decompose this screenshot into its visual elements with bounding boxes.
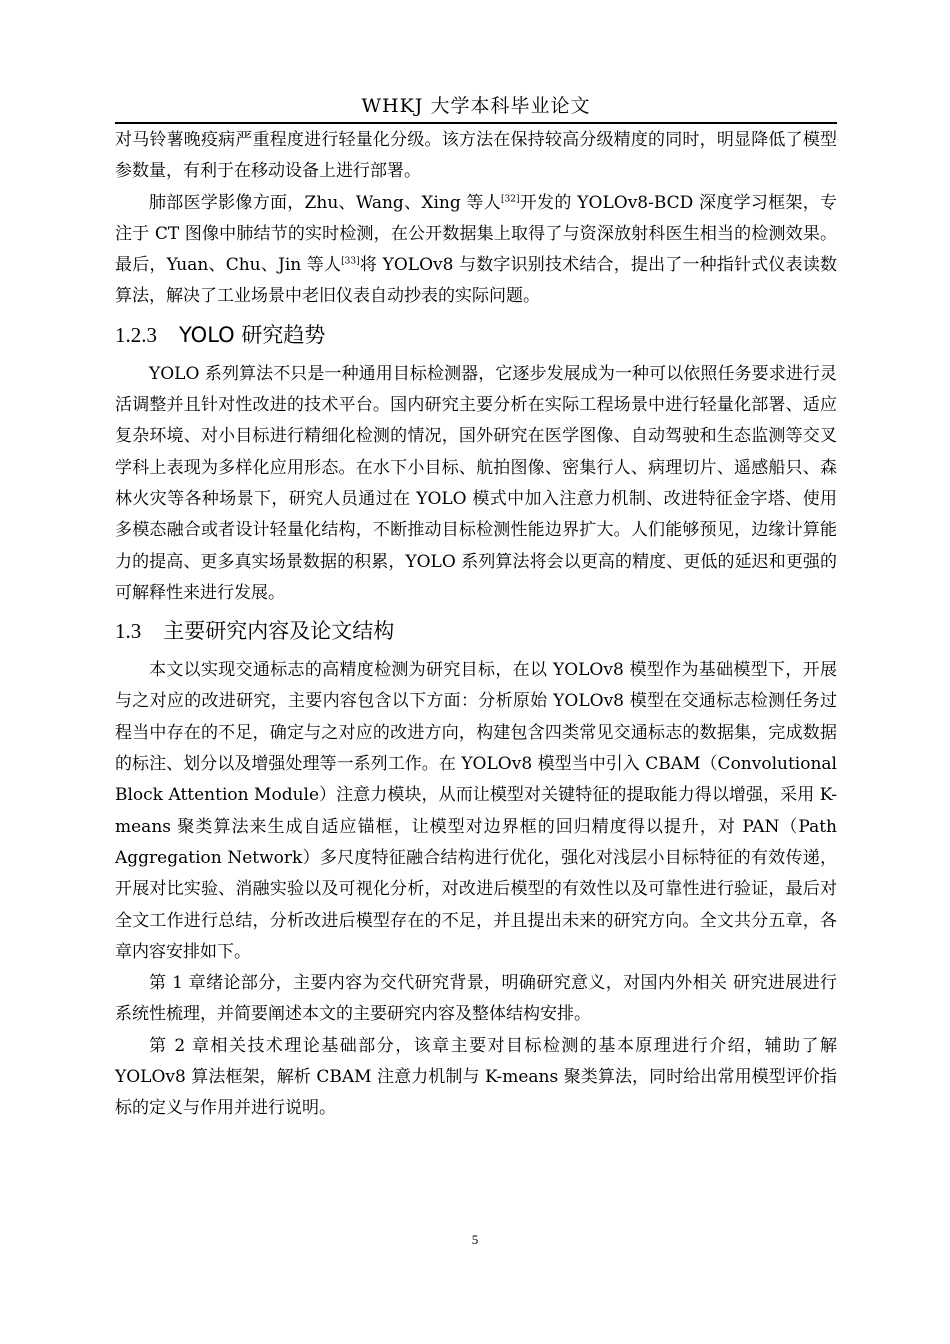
paragraph-text: 开发的 YOLOv8-BCD 深度学习框架，专注于 CT 图像中肺结节的实时检测，在公开数据集上取得了与资深放射科医生相当的检测效果。最后，Yuan、Chu、Jin 等人	[115, 192, 837, 276]
citation: [33]	[341, 256, 360, 267]
section-heading	[115, 614, 837, 648]
paragraph-text: 肺部医学影像方面，Zhu、Wang、Xing 等人	[149, 192, 501, 213]
paragraph: 对马铃薯晚疫病严重程度进行轻量化分级。该方法在保持较高分级精度的同时，明显降低了模型参数量，有利于在移动设备上进行部署。	[115, 130, 837, 182]
header-rule	[115, 122, 837, 124]
section-title: 主要研究内容及论文结构	[163, 619, 395, 644]
paragraph: 本文以实现交通标志的高精度检测为研究目标，在以 YOLOv8 模型作为基础模型下，开展与之对应的改进研究，主要内容包含以下方面：分析原始 YOLOv8 模型在交通标志检测任务过程当中存在的不足，确定与之对应的改进方向，构建包含四类常见交通标志的数据集，完成数据的标注、划分以及增强处理等一系列工作。在 YOLOv8 模型当中引入 CBAM（Convolutional Block Attention Module）注意力模块，从而让模型对关键特征的提取能力得以增强，采用 K-means 聚类算法来生成自适应锚框，让模型对边界框的回归精度得以提升，对 PAN（Path Aggregation Network）多尺度特征融合结构进行优化，强化对浅层小目标特征的有效传递，开展对比实验、消融实验以及可视化分析，对改进后模型的有效性以及可靠性进行验证，最后对全文工作进行总结，分析改进后模型存在的不足，并且提出未来的研究方向。全文共分五章，各章内容安排如下。	[115, 660, 837, 962]
page-body	[115, 125, 837, 1125]
page-number: 5	[471, 1232, 479, 1247]
paragraph-text: 将 YOLOv8 与数字识别技术结合，提出了一种指针式仪表读数算法，解决了工业场景中老旧仪表自动抄表的实际问题。	[115, 255, 837, 307]
paragraph: YOLO 系列算法不只是一种通用目标检测器，它逐步发展成为一种可以依照任务要求进行灵活调整并且针对性改进的技术平台。国内研究主要分析在实际工程场景中进行轻量化部署、适应复杂环境、对小目标进行精细化检测的情况，国外研究在医学图像、自动驾驶和生态监测等交叉学科上表现为多样化应用形态。在水下小目标、航拍图像、密集行人、病理切片、遥感船只、森林火灾等各种场景下，研究人员通过在 YOLO 模式中加入注意力机制、改进特征金字塔、使用多模态融合或者设计轻量化结构，不断推动目标检测性能边界扩大。人们能够预见，边缘计算能力的提高、更多真实场景数据的积累，YOLO 系列算法将会以更高的精度、更低的延迟和更强的可解释性来进行发展。	[115, 363, 837, 603]
paragraph: 第 2 章相关技术理论基础部分，该章主要对目标检测的基本原理进行介绍，辅助了解 YOLOv8 算法框架，解析 CBAM 注意力机制与 K-means 聚类算法，同时给出常用模型评价指标的定义与作用并进行说明。	[115, 1035, 837, 1119]
paragraph	[115, 188, 837, 313]
section-number: 1.3	[115, 619, 142, 644]
citation: [32]	[501, 193, 520, 204]
section-number: 1.2.3	[115, 322, 157, 347]
section-title: YOLO 研究趋势	[179, 322, 326, 347]
section-heading	[115, 318, 837, 352]
running-header: WHKJ 大学本科毕业论文	[361, 95, 591, 117]
paragraph: 第 1 章绪论部分，主要内容为交代研究背景，明确研究意义，对国内外相关 研究进展进行系统性梳理，并简要阐述本文的主要研究内容及整体结构安排。	[115, 973, 837, 1025]
